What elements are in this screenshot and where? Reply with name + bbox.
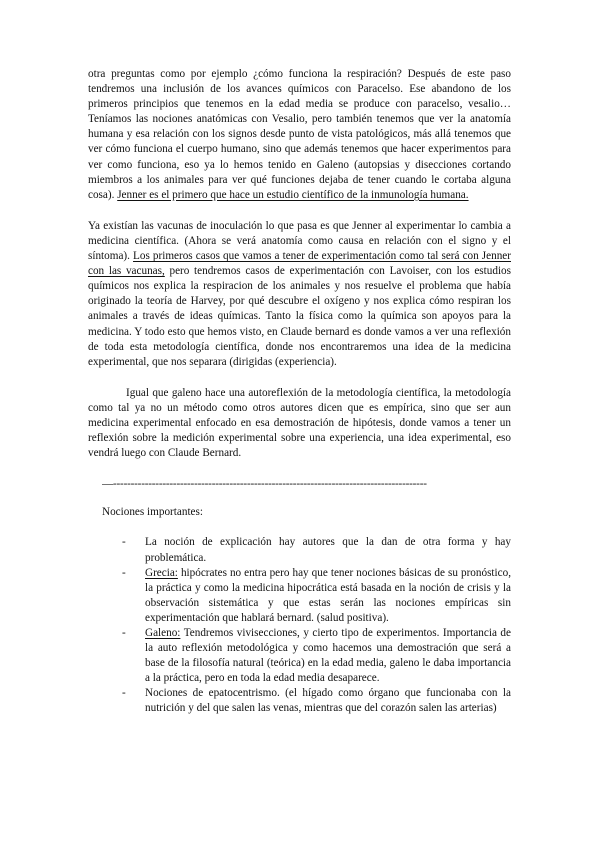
list-item: [88, 535, 511, 565]
separator-line: —-----------------------------------------------------------------------------------------: [102, 478, 427, 491]
bullet-dash: -: [122, 687, 126, 700]
paragraph-1-underlined: Jenner es el primero que hace un estudio científico de la inmunología humana.: [117, 188, 469, 201]
list-item-text: Nociones de epatocentrismo. (el hígado como órgano que funcionaba con la nutrición y del que salen las venas, mientras que del corazón salen las arterias): [145, 687, 511, 715]
list-item: [88, 626, 511, 686]
paragraph-1-text: otra preguntas como por ejemplo ¿cómo funciona la respiración? Después de este paso tendremos una inclusión de los avances químicos con Paracelso. Ese abandono de los primeros principios que tenemos en la edad media se produce con paracelso, vesalio… Teníamos las nociones anatómicas con Vesalio, pero también tenemos que ver la anatomía humana y esa relación con los signos desde punto de vista patológicos, más allá tenemos que ver cómo funciona el cuerpo humano, sino que además tenemos que hacer experimentos para ver como funciona, eso ya lo hemos tenido en Galeno (autopsias y disecciones cortando miembros a los animales para ver qué funciones dejaba de tener cuando le cortaba alguna cosa).: [88, 68, 511, 201]
paragraph-2-end: pero tendremos casos de experimentación con Lavoiser, con los estudios químicos nos explica la respiracion de los animales y nos resuelve el problema que había originado la teoría de Harvey, por qué descubre el oxígeno y nos explica cómo respiran los animales a través de ideas químicas. Tanto la física como la química son apoyos para la medicina. Y todo esto que hemos visto, en Claude bernard es donde vamos a ver una reflexión de toda esta metodología científica, donde nos encontraremos una idea de la medicina experimental, que nos separara (dirigidas (experiencia).: [88, 265, 512, 368]
paragraph-2-underlined: Los primeros casos que vamos a tener de experimentación como tal será con Jenner con las vacunas,: [88, 250, 511, 278]
paragraph-1: [88, 67, 511, 203]
bullet-dash: -: [122, 627, 126, 639]
list-item-text: hipócrates no entra pero hay que tener nociones básicas de su pronóstico, la práctica y como la medicina hipocrática está basada en la noción de crisis y la observación sistemática y que estas serán las nociones empíricas sin experimentación que hablará bernard. (salud positiva).: [145, 566, 511, 624]
document-body: [88, 67, 511, 717]
notions-heading: Nociones importantes:: [102, 506, 203, 519]
list-item: [88, 686, 511, 716]
notions-list: [88, 535, 511, 716]
paragraph-3: Igual que galeno hace una autoreflexión de la metodología científica, la metodología como tal ya no un método como otros autores dicen que es empírica, sino que ser aun medicina experimental enfocado en esa demostración de hipótesis, donde vamos a tener un reflexión sobre la medición experimental sobre una experiencia, una idea experimental, eso vendrá luego con Claude Bernard.: [88, 386, 511, 460]
paragraph-2-start: Ya existían las vacunas de inoculación lo que pasa es que Jenner al experimentar lo cambia a medicina científica. (Ahora se verá anatomía como causa en relación con el signo y el síntoma).: [88, 219, 511, 263]
list-item-text: Tendremos vivisecciones, y cierto tipo de experimentos. Importancia de la auto reflexión metodológica y como hacemos una demostración que será a base de la filosofía natural (teórica) en la edad media, galeno le daba importancia a la práctica, pero en toda la edad media desaparece.: [145, 627, 511, 685]
list-item-label: Galeno:: [145, 627, 181, 639]
list-item-text: La noción de explicación hay autores que la dan de otra forma y hay problemática.: [145, 536, 511, 564]
bullet-dash: -: [122, 566, 126, 579]
list-item: [88, 566, 511, 626]
list-item-label: Grecia:: [145, 566, 178, 579]
bullet-dash: -: [122, 536, 126, 549]
paragraph-2: [88, 219, 511, 370]
